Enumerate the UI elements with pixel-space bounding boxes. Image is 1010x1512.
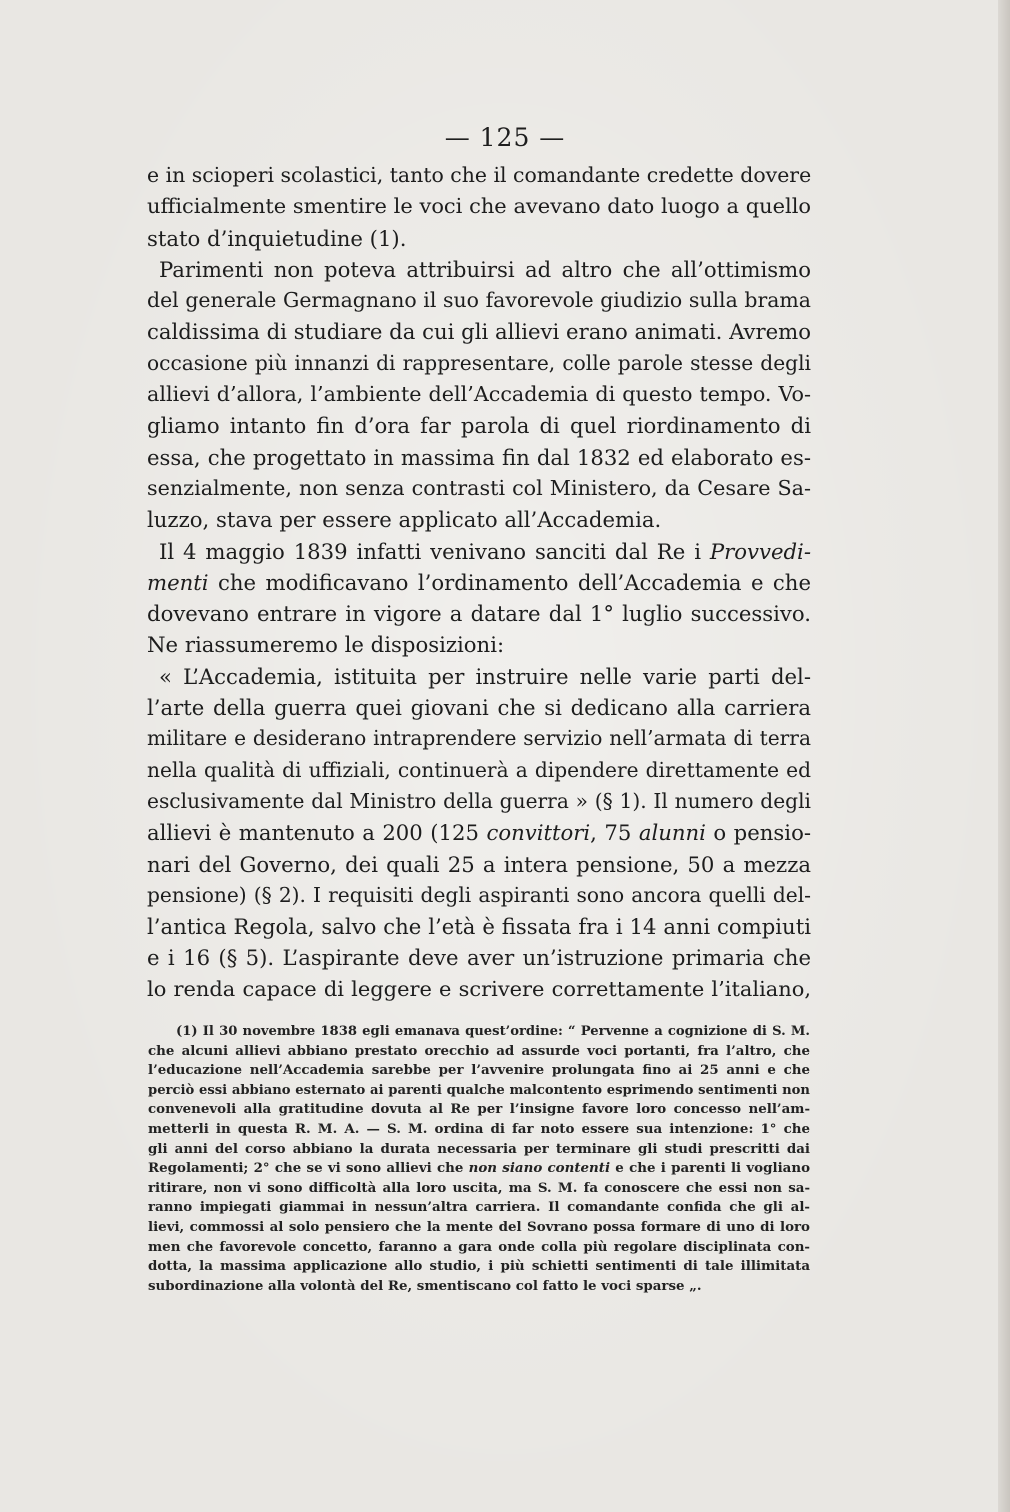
text-line: occasione più innanzi di rappresentare, colle parole stesse degli: [147, 350, 811, 375]
footnote-line: convenevoli alla gratitudine dovuta al Re per l’insigne favore loro concesso nell’am-: [148, 1101, 810, 1118]
page-number: — 125 —: [444, 123, 566, 152]
text-line: del generale Germagnano il suo favorevole giudizio sulla brama: [147, 288, 811, 313]
text-line: militare e desiderano intraprendere servizio nell’armata di terra: [147, 726, 811, 751]
footnote-line: perciò essi abbiano esternato ai parenti qualche malcontento esprimendo sentimenti non: [148, 1082, 810, 1098]
text-line: menti che modificavano l’ordinamento dell’Accademia e che: [147, 569, 811, 595]
text-line: luzzo, stava per essere applicato all’Accademia.: [147, 507, 662, 533]
footnote-line: ranno impiegati giammai in nessun’altra carriera. Il comandante confida che gli al-: [148, 1199, 810, 1216]
text-line: dovevano entrare in vigore a datare dal 1° luglio successivo.: [147, 601, 811, 627]
text-line: pensione) (§ 2). I requisiti degli aspiranti sono ancora quelli del-: [147, 882, 811, 907]
footnote-line: Regolamenti; 2° che se vi sono allievi che non siano contenti e che i parenti li vogliano: [148, 1160, 810, 1177]
text-line: e in scioperi scolastici, tanto che il comandante credette dovere: [147, 163, 812, 187]
text-line: l’arte della guerra quei giovani che si dedicano alla carriera: [147, 695, 811, 721]
text-line: essa, che progettato in massima fin dal 1832 ed elaborato es-: [147, 444, 811, 470]
footnote-line: metterli in questa R. M. A. — S. M. ordina di far noto essere sua intenzione: 1° che: [148, 1120, 810, 1137]
page-edge-shadow: [998, 0, 1010, 1512]
text-line: e i 16 (§ 5). L’aspirante deve aver un’istruzione primaria che: [147, 945, 811, 971]
text-line: esclusivamente dal Ministro della guerra » (§ 1). Il numero degli: [147, 788, 811, 813]
text-line: ufficialmente smentire le voci che avevano dato luogo a quello: [147, 194, 811, 219]
footnote-line: lievi, commossi al solo pensiero che la mente del Sovrano possa formare di uno di loro: [148, 1218, 810, 1235]
text-line: stato d’inquietudine (1).: [147, 225, 407, 251]
text-line: caldissima di studiare da cui gli allievi erano animati. Avremo: [147, 319, 811, 345]
text-line: allievi d’allora, l’ambiente dell’Accademia di questo tempo. Vo-: [147, 382, 811, 407]
text-line: gliamo intanto fin d’ora far parola di quel riordinamento di: [147, 413, 811, 439]
text-line: nella qualità di uffiziali, continuerà a dipendere direttamente ed: [147, 757, 811, 782]
footnote-line: subordinazione alla volontà del Re, smentiscano col fatto le voci sparse „.: [148, 1277, 702, 1294]
main-text: [147, 160, 811, 1005]
text-line: « L’Accademia, istituita per instruire nelle varie parti del-: [159, 663, 811, 689]
footnote-line: (1) Il 30 novembre 1838 egli emanava quest’ordine: “ Pervenne a cognizione di S. M.: [176, 1024, 810, 1039]
text-line: Il 4 maggio 1839 infatti venivano sanciti dal Re i Provvedi-: [159, 538, 811, 564]
footnote-line: dotta, la massima applicazione allo studio, i più schietti sentimenti di tale illimitata: [148, 1258, 810, 1275]
footnote-line: l’educazione nell’Accademia sarebbe per l’avvenire prolungata fino ai 25 anni e che: [148, 1062, 810, 1079]
text-line: l’antica Regola, salvo che l’età è fissata fra i 14 anni compiuti: [147, 914, 811, 940]
text-line: lo renda capace di leggere e scrivere correttamente l’italiano,: [147, 976, 811, 1001]
footnote-line: gli anni del corso abbiano la durata necessaria per terminare gli studi prescritti dai: [148, 1140, 810, 1157]
footnotes: [148, 1022, 810, 1296]
footnote-line: ritirare, non vi sono difficoltà alla loro uscita, ma S. M. fa conoscere che essi non sa-: [148, 1179, 810, 1196]
text-line: senzialmente, non senza contrasti col Ministero, da Cesare Sa-: [147, 475, 811, 500]
text-line: allievi è mantenuto a 200 (125 convittori, 75 alunni o pensio-: [147, 820, 811, 846]
footnote-line: che alcuni allievi abbiano prestato orecchio ad assurde voci portanti, fra l’altro, che: [148, 1042, 810, 1059]
text-line: Parimenti non poteva attribuirsi ad altro che all’ottimismo: [159, 256, 811, 282]
text-line: Ne riassumeremo le disposizioni:: [147, 632, 505, 658]
margin-smudge: [28, 660, 64, 686]
text-line: nari del Governo, dei quali 25 a intera pensione, 50 a mezza: [147, 851, 811, 877]
footnote-line: men che favorevole concetto, faranno a gara onde colla più regolare disciplinata con-: [148, 1238, 810, 1255]
